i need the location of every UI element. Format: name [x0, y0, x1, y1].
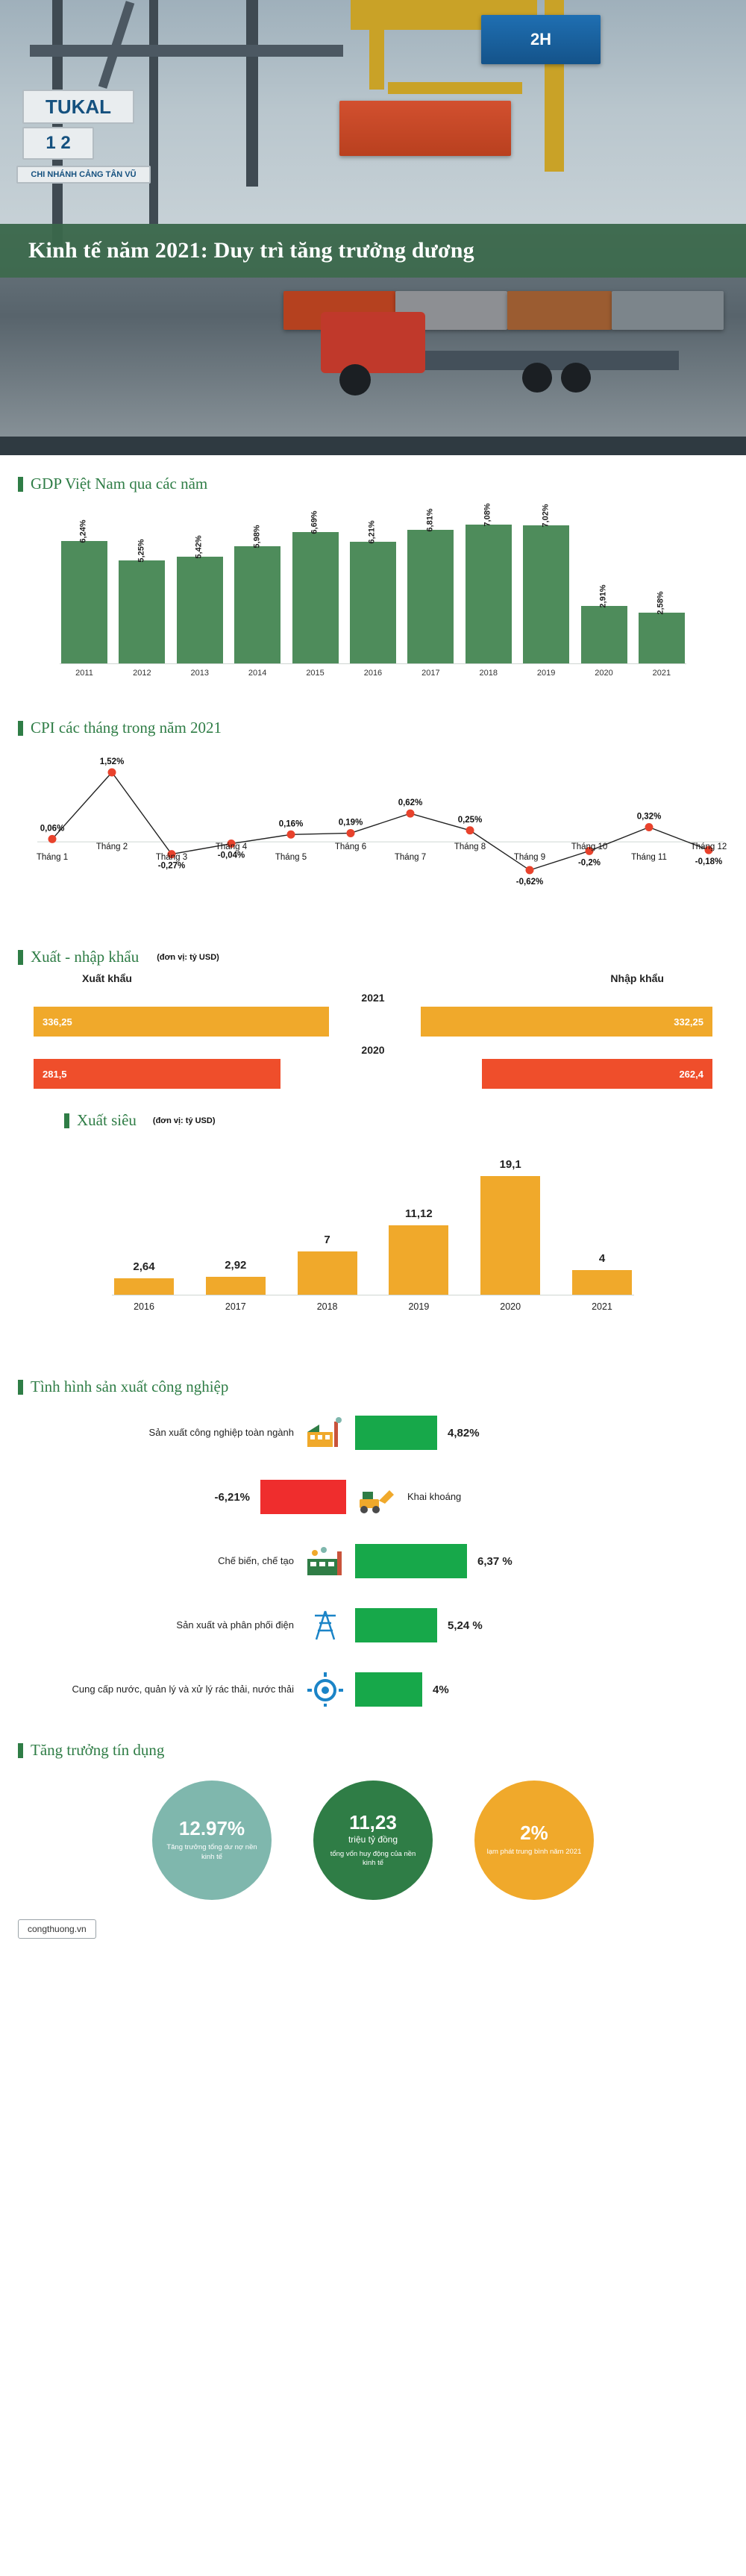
section-header-credit — [0, 1722, 746, 1764]
industry-value: -6,21% — [214, 1490, 250, 1504]
surplus-bar — [114, 1278, 174, 1295]
cpi-point-value: 0,16% — [278, 819, 304, 829]
bar-import-2021 — [421, 1007, 712, 1037]
cpi-point — [48, 835, 57, 843]
industry-rows — [0, 1401, 746, 1722]
industry-row — [0, 1657, 746, 1722]
credit-bubble-value: 12.97% — [178, 1817, 245, 1839]
gdp-bar — [466, 525, 512, 663]
industry-bar — [355, 1416, 437, 1450]
gdp-x-axis — [60, 669, 686, 678]
sign-number — [22, 127, 94, 160]
gdp-bar — [523, 525, 569, 663]
gdp-bar-column — [464, 503, 513, 663]
surplus-x-tick: 2016 — [134, 1301, 154, 1312]
crane-leg — [149, 0, 158, 224]
page-title: Kinh tế năm 2021: Duy trì tăng trưởng dương — [28, 238, 474, 263]
gdp-bar — [581, 606, 627, 663]
surplus-bar — [572, 1270, 632, 1295]
factory-icon — [304, 1416, 346, 1450]
cpi-point-value: 0,62% — [398, 798, 423, 808]
water-gear-icon — [304, 1672, 346, 1707]
trade-column-headers — [0, 971, 746, 984]
surplus-bar-value: 4 — [598, 1252, 606, 1265]
surplus-bar-column — [386, 1207, 451, 1295]
truck-wheel — [561, 363, 591, 393]
cpi-point-value: -0,62% — [515, 878, 544, 887]
industry-value: 6,37 % — [477, 1554, 513, 1568]
hero-title-band — [0, 224, 746, 278]
gdp-x-tick: 2013 — [190, 669, 210, 678]
industry-row-left — [0, 1672, 351, 1707]
cpi-point-value: -0,27% — [157, 861, 186, 871]
sign-branch — [16, 166, 151, 184]
credit-bubbles — [0, 1764, 746, 1907]
cpi-point — [645, 823, 653, 831]
gdp-bar — [407, 530, 454, 663]
section-title-credit: Tăng trưởng tín dụng — [31, 1741, 165, 1759]
site-badge: congthuong.vn — [18, 1919, 96, 1939]
industry-row-right — [351, 1480, 746, 1514]
industry-value: 5,24 % — [448, 1619, 483, 1632]
credit-bubble-unit: triệu tỷ đồng — [348, 1833, 398, 1845]
gdp-bar-column — [60, 519, 109, 663]
surplus-bar — [480, 1176, 540, 1295]
gdp-bar-value: 2,91% — [598, 584, 608, 608]
surplus-x-tick: 2019 — [408, 1301, 430, 1312]
section-title-industry: Tình hình sản xuất công nghiệp — [31, 1378, 229, 1395]
industry-row — [0, 1401, 746, 1465]
container-suspended — [339, 101, 511, 156]
surplus-bar-column — [112, 1260, 176, 1295]
cpi-point — [287, 831, 295, 839]
industry-bar — [355, 1544, 467, 1578]
gdp-bar-column — [175, 535, 225, 663]
credit-bubble-value: 11,23 — [349, 1810, 397, 1833]
cpi-x-tick: Tháng 4 — [215, 842, 248, 852]
section-header-industry — [0, 1358, 746, 1401]
industry-row-left — [0, 1544, 351, 1578]
surplus-bars — [112, 1139, 634, 1295]
surplus-x-tick: 2020 — [500, 1301, 521, 1312]
cpi-x-tick: Tháng 9 — [513, 853, 546, 863]
gdp-bar-value: 6,81% — [425, 508, 435, 532]
surplus-bar — [206, 1277, 266, 1295]
cpi-point-value: 1,52% — [99, 757, 125, 767]
section-tick — [18, 1380, 23, 1395]
credit-bubble — [313, 1781, 433, 1900]
cpi-x-tick: Tháng 6 — [334, 842, 367, 852]
hero-bottom-strip — [0, 437, 746, 455]
gdp-x-tick: 2012 — [133, 669, 151, 678]
industry-row-right — [351, 1608, 746, 1642]
surplus-bar-column — [478, 1158, 542, 1295]
section-header-trade — [0, 928, 746, 971]
crane-beam — [30, 45, 343, 57]
cpi-point-value: 0,25% — [457, 815, 483, 825]
cpi-point-value: -0,04% — [217, 851, 245, 860]
industry-value: 4% — [433, 1683, 449, 1696]
gdp-x-tick: 2020 — [595, 669, 613, 678]
surplus-bar-value: 7 — [324, 1234, 330, 1246]
container-blue-logo — [481, 15, 601, 64]
sign-number-text: 1 2 — [46, 133, 71, 153]
gdp-bar — [177, 557, 223, 663]
credit-bubble — [474, 1781, 594, 1900]
gdp-bar-value: 7,08% — [483, 503, 492, 527]
excavator-icon — [355, 1480, 397, 1514]
cpi-point — [407, 810, 415, 818]
cpi-x-tick: Tháng 8 — [454, 842, 486, 852]
gdp-x-tick: 2017 — [421, 669, 440, 678]
gdp-bars — [60, 504, 686, 663]
gdp-x-tick: 2016 — [363, 669, 383, 678]
surplus-bar-column — [204, 1259, 268, 1295]
cpi-point — [347, 829, 355, 837]
gdp-x-tick: 2018 — [479, 669, 498, 678]
section-tick — [64, 1113, 69, 1128]
gdp-bar-value: 7,02% — [541, 504, 551, 528]
credit-bubble-value: 2% — [520, 1822, 548, 1845]
cpi-point-value: 0,06% — [40, 824, 65, 834]
industry-bar — [260, 1480, 346, 1514]
gdp-bar — [292, 532, 339, 663]
industry-row-right — [351, 1416, 746, 1450]
surplus-bar-value: 19,1 — [499, 1158, 521, 1171]
surplus-unit-note: (đơn vị: tỷ USD) — [152, 1116, 216, 1125]
cpi-line — [52, 772, 709, 870]
crane-gantry-leg — [369, 0, 384, 90]
cpi-point-value: 0,32% — [636, 812, 662, 822]
industry-row — [0, 1465, 746, 1529]
power-tower-icon — [304, 1608, 346, 1642]
surplus-bar-value: 2,64 — [133, 1260, 155, 1273]
trade-unit-note: (đơn vị: tỷ USD) — [157, 952, 219, 962]
industry-row-right — [351, 1544, 746, 1578]
industry-row-left — [0, 1480, 351, 1514]
industry-row — [0, 1529, 746, 1593]
cpi-point — [466, 826, 474, 834]
gdp-bar-column — [291, 510, 340, 663]
section-title-surplus: Xuất siêu — [77, 1111, 137, 1129]
crane-spreader — [388, 82, 522, 94]
gdp-bar-value: 2,58% — [656, 591, 665, 615]
gdp-bar-column — [348, 520, 398, 663]
gdp-bar — [234, 546, 280, 663]
industry-row-right — [351, 1672, 746, 1707]
cpi-x-tick: Tháng 11 — [631, 853, 667, 863]
cpi-x-tick: Tháng 7 — [394, 853, 427, 863]
cpi-point — [526, 866, 534, 875]
surplus-chart — [0, 1134, 746, 1358]
trade-header-export: Xuất khẩu — [82, 972, 132, 984]
gdp-bar-column — [521, 504, 571, 663]
gdp-bar-value: 5,25% — [137, 539, 146, 563]
section-header-gdp — [0, 455, 746, 498]
cpi-x-tick: Tháng 10 — [571, 842, 608, 852]
gdp-bar-column — [406, 508, 455, 663]
section-tick — [18, 477, 23, 492]
surplus-bar-value: 11,12 — [405, 1207, 433, 1220]
cpi-x-tick: Tháng 3 — [155, 853, 188, 863]
sign-branch-text: CHI NHÁNH CẢNG TÂN VŨ — [31, 170, 137, 179]
section-tick — [18, 1743, 23, 1758]
surplus-bar-column — [295, 1234, 360, 1295]
cpi-line-svg — [0, 742, 746, 928]
gdp-bar-column — [233, 525, 282, 663]
truck-cab — [321, 312, 425, 373]
surplus-bar — [389, 1225, 448, 1295]
cpi-x-tick: Tháng 2 — [95, 842, 128, 852]
surplus-bar — [298, 1251, 357, 1295]
hero-image — [0, 0, 746, 455]
gdp-bar-value: 5,42% — [194, 535, 204, 559]
trade-row-2020 — [0, 1059, 746, 1089]
cpi-point-value: 0,19% — [338, 818, 363, 828]
industry-label: Chế biến, chế tạo — [218, 1555, 294, 1567]
industry-bar — [355, 1672, 422, 1707]
trade-bar-value: 262,4 — [679, 1068, 703, 1080]
gdp-bar-column — [580, 584, 629, 663]
bar-export-2021 — [34, 1007, 329, 1037]
credit-bubble — [152, 1781, 272, 1900]
section-title-trade: Xuất - nhập khẩu — [31, 948, 140, 966]
truck-wheel — [522, 363, 552, 393]
cpi-chart — [0, 742, 746, 928]
industry-bar — [355, 1608, 437, 1642]
gdp-x-tick: 2015 — [306, 669, 325, 678]
manufacturing-icon — [304, 1544, 346, 1578]
cpi-x-tick: Tháng 1 — [36, 853, 69, 863]
container-logo-text: 2H — [530, 30, 552, 49]
cpi-point-value: -0,18% — [695, 857, 723, 867]
bar-import-2020 — [482, 1059, 712, 1089]
container-stack — [612, 291, 724, 330]
gdp-bar — [119, 560, 165, 663]
gdp-x-tick: 2011 — [75, 669, 93, 678]
cpi-x-tick: Tháng 12 — [690, 842, 727, 852]
surplus-bar-value: 2,92 — [225, 1259, 247, 1272]
section-tick — [18, 950, 23, 965]
surplus-bar-column — [570, 1252, 634, 1295]
bar-export-2020 — [34, 1059, 280, 1089]
surplus-x-tick: 2021 — [592, 1301, 612, 1312]
industry-label: Sản xuất và phân phối điện — [176, 1619, 294, 1631]
trade-bar-value: 281,5 — [43, 1068, 67, 1080]
cpi-point — [108, 769, 116, 777]
section-header-surplus — [0, 1089, 746, 1134]
cpi-x-tick: Tháng 5 — [275, 853, 307, 863]
gdp-bar-column — [117, 539, 166, 663]
cpi-point-value: -0,2% — [577, 858, 601, 868]
gdp-bar-value: 6,24% — [78, 519, 88, 543]
surplus-x-tick: 2018 — [316, 1301, 338, 1312]
gdp-bar-value: 6,69% — [310, 510, 319, 534]
industry-label: Khai khoáng — [407, 1491, 462, 1503]
gdp-bar-value: 6,21% — [367, 520, 377, 544]
gdp-bar — [61, 541, 107, 663]
container-stack — [507, 291, 612, 330]
gdp-bar-value: 5,98% — [252, 525, 262, 548]
trade-header-import: Nhập khẩu — [610, 972, 664, 984]
crane-leg — [246, 0, 258, 187]
industry-row-left — [0, 1608, 351, 1642]
sign-tukal-text: TUKAL — [45, 95, 112, 118]
gdp-bar-column — [637, 591, 686, 663]
surplus-x-tick: 2017 — [225, 1301, 246, 1312]
gdp-x-tick: 2019 — [536, 669, 556, 678]
footer — [0, 1907, 746, 1958]
industry-value: 4,82% — [448, 1426, 480, 1439]
industry-label: Sản xuất công nghiệp toàn ngành — [148, 1427, 294, 1439]
trade-row-2021 — [0, 1007, 746, 1037]
section-title-gdp: GDP Việt Nam qua các năm — [31, 475, 208, 493]
gdp-chart — [0, 498, 746, 699]
section-title-cpi: CPI các tháng trong năm 2021 — [31, 719, 222, 737]
sign-tukal — [22, 90, 134, 124]
industry-row-left — [0, 1416, 351, 1450]
trade-bar-value: 332,25 — [674, 1016, 703, 1028]
surplus-x-axis — [112, 1301, 634, 1312]
gdp-x-tick: 2021 — [652, 669, 671, 678]
trade-year-2021: 2021 — [361, 992, 385, 1004]
truck-wheel — [339, 364, 371, 396]
trade-year-2020: 2020 — [361, 1044, 385, 1056]
credit-bubble-caption: tổng vốn huy động của nền kinh tế — [330, 1849, 416, 1868]
gdp-plot-area — [60, 504, 686, 664]
credit-bubble-caption: Tăng trưởng tổng dư nợ nền kinh tế — [166, 1843, 257, 1861]
industry-row — [0, 1593, 746, 1657]
section-header-cpi — [0, 699, 746, 742]
industry-label: Cung cấp nước, quản lý và xử lý rác thải, nước thải — [72, 1684, 294, 1695]
gdp-x-tick: 2014 — [248, 669, 267, 678]
gdp-bar — [639, 613, 685, 663]
section-tick — [18, 721, 23, 736]
trade-bar-value: 336,25 — [43, 1016, 72, 1028]
gdp-bar — [350, 542, 396, 663]
credit-bubble-caption: lạm phát trung bình năm 2021 — [486, 1848, 582, 1857]
